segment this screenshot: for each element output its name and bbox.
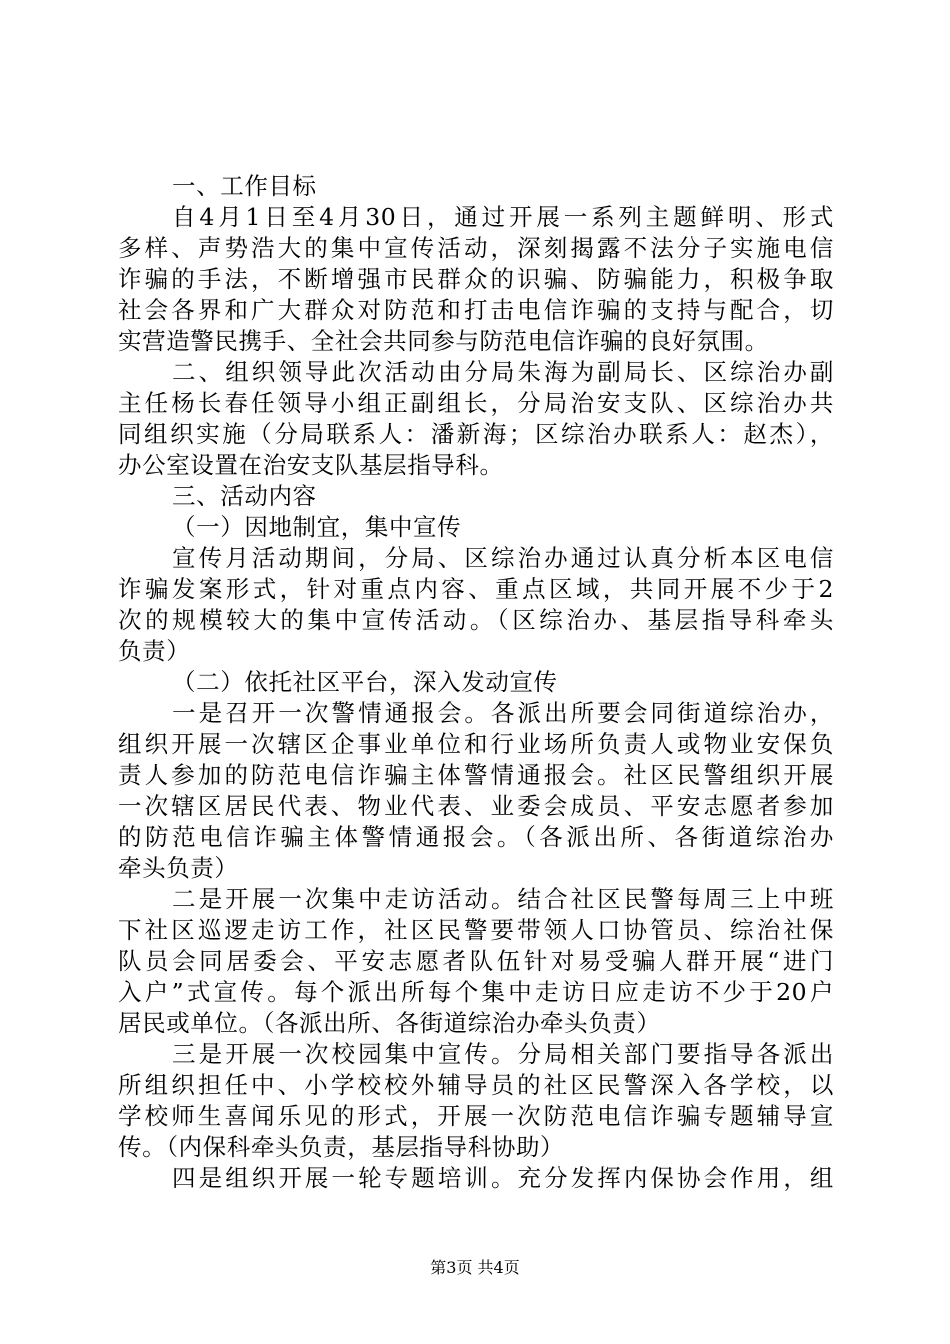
text-line: 社会各界和广大群众对防范和打击电信诈骗的支持与配合，切: [118, 296, 834, 324]
text-line: 传。（内保科牵头负责，基层指导科协助）: [118, 1133, 565, 1161]
text-line: 三是开展一次校园集中宣传。分局相关部门要指导各派出: [172, 1040, 834, 1068]
text-line: 宣传月活动期间，分局、区综治办通过认真分析本区电信: [172, 544, 834, 572]
text-line: 二、组织领导此次活动由分局朱海为副局长、区综治办副: [172, 358, 834, 386]
text-line: 一次辖区居民代表、物业代表、业委会成员、平安志愿者参加: [118, 792, 834, 820]
page-footer: 第3页 共4页: [430, 1258, 520, 1277]
text-line: 多样、声势浩大的集中宣传活动，深刻揭露不法分子实施电信: [118, 234, 834, 262]
text-line: 诈骗发案形式，针对重点内容、重点区域，共同开展不少于2: [118, 575, 834, 603]
text-line: 学校师生喜闻乐见的形式，开展一次防范电信诈骗专题辅导宣: [118, 1102, 834, 1130]
document-body: [118, 171, 834, 1194]
text-line: 四是组织开展一轮专题培训。充分发挥内保协会作用，组: [172, 1164, 834, 1192]
text-line: 负责）: [118, 637, 191, 665]
text-line: 居民或单位。（各派出所、各街道综治办牵头负责）: [118, 1009, 661, 1037]
text-line: 组织开展一次辖区企事业单位和行业场所负责人或物业安保负: [118, 730, 834, 758]
text-line: 三、活动内容: [172, 482, 317, 510]
text-line: 办公室设置在治安支队基层指导科。: [118, 451, 504, 479]
text-line: 的防范电信诈骗主体警情通报会。（各派出所、各街道综治办: [118, 823, 834, 851]
text-line: 诈骗的手法，不断增强市民群众的识骗、防骗能力，积极争取: [118, 265, 834, 293]
text-line: 一是召开一次警情通报会。各派出所要会同街道综治办，: [172, 699, 834, 727]
text-line: 次的规模较大的集中宣传活动。（区综治办、基层指导科牵头: [118, 606, 834, 634]
text-line: 自4月1日至4月30日，通过开展一系列主题鲜明、形式: [172, 203, 834, 231]
text-line: （二）依托社区平台，深入发动宣传: [172, 668, 558, 696]
text-line: 入户”式宣传。每个派出所每个集中走访日应走访不少于20户: [118, 978, 834, 1006]
text-line: 同组织实施（分局联系人：潘新海；区综治办联系人：赵杰），: [118, 420, 834, 448]
text-line: 实营造警民携手、全社会共同参与防范电信诈骗的良好氛围。: [118, 327, 769, 355]
text-line: 牵头负责）: [118, 854, 239, 882]
text-line: 二是开展一次集中走访活动。结合社区民警每周三上中班: [172, 885, 834, 913]
text-line: （一）因地制宜，集中宣传: [172, 513, 462, 541]
text-line: 责人参加的防范电信诈骗主体警情通报会。社区民警组织开展: [118, 761, 834, 789]
text-line: 一、工作目标: [172, 172, 317, 200]
text-line: 下社区巡逻走访工作，社区民警要带领人口协管员、综治社保: [118, 916, 834, 944]
text-line: 所组织担任中、小学校校外辅导员的社区民警深入各学校，以: [118, 1071, 834, 1099]
text-line: 主任杨长春任领导小组正副组长，分局治安支队、区综治办共: [118, 389, 834, 417]
text-line: 队员会同居委会、平安志愿者队伍针对易受骗人群开展“进门: [118, 947, 834, 975]
